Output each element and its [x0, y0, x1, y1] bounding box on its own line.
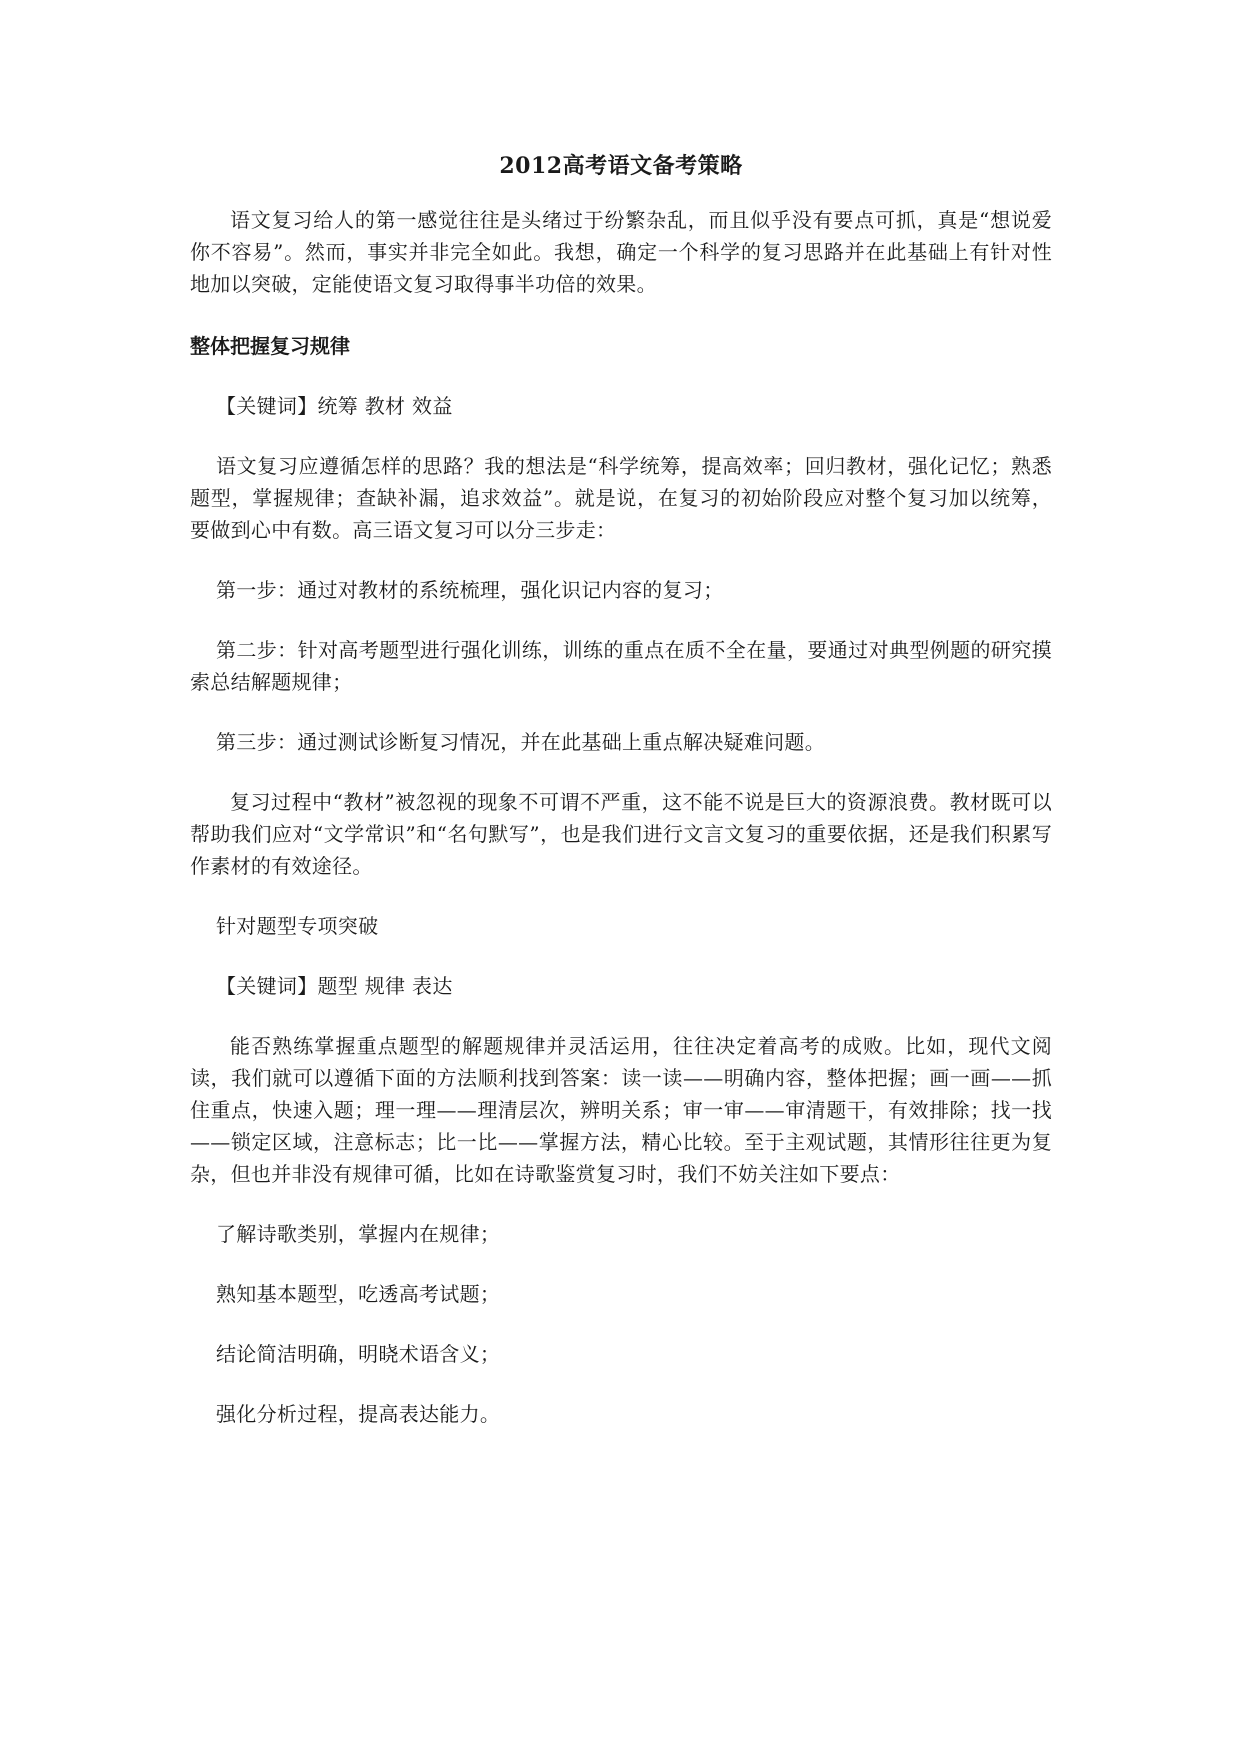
- spacer: [190, 942, 1052, 970]
- section1-keywords: 【关键词】统筹 教材 效益: [216, 394, 453, 418]
- section2-keywords: 【关键词】题型 规律 表达: [216, 974, 453, 998]
- section1-heading: 整体把握复习规律: [190, 334, 350, 358]
- poetry-point-2: 熟知基本题型，吃透高考试题；: [216, 1282, 501, 1306]
- spacer: [190, 422, 1052, 450]
- section1-step-3: 第三步：通过测试诊断复习情况，并在此基础上重点解决疑难问题。: [216, 730, 825, 754]
- spacer: [190, 300, 1052, 330]
- poetry-point-3: 结论简洁明确，明晓术语含义；: [216, 1342, 501, 1366]
- spacer: [190, 606, 1052, 634]
- document-title: 2012高考语文备考策略: [499, 153, 743, 179]
- spacer: [190, 882, 1052, 910]
- spacer: [190, 1310, 1052, 1338]
- spacer: [190, 1190, 1052, 1218]
- section2-heading: 针对题型专项突破: [216, 914, 379, 938]
- section1-step-1: 第一步：通过对教材的系统梳理，强化识记内容的复习；: [216, 578, 724, 602]
- document-page: [190, 150, 1052, 1430]
- section2-paragraph-1: 能否熟练掌握重点题型的解题规律并灵活运用，往往决定着高考的成败。比如，现代文阅读，我们就可以遵循下面的方法顺利找到答案：读一读——明确内容，整体把握；画一画——抓住重点，快速入题；理一理——理清层次，辨明关系；审一审——审清题干，有效排除；找一找——锁定区域，注意标志；比一比——掌握方法，精心比较。至于主观试题，其情形往往更为复杂，但也并非没有规律可循，比如在诗歌鉴赏复习时，我们不妨关注如下要点：: [190, 1034, 1052, 1186]
- section1-paragraph-2: 复习过程中“教材”被忽视的现象不可谓不严重，这不能不说是巨大的资源浪费。教材既可以帮助我们应对“文学常识”和“名句默写”，也是我们进行文言文复习的重要依据，还是我们积累写作素材的有效途径。: [190, 790, 1052, 878]
- spacer: [190, 546, 1052, 574]
- spacer: [190, 758, 1052, 786]
- spacer: [190, 1370, 1052, 1398]
- section1-step-2: 第二步：针对高考题型进行强化训练，训练的重点在质不全在量，要通过对典型例题的研究摸索总结解题规律；: [190, 638, 1052, 694]
- poetry-point-1: 了解诗歌类别，掌握内在规律；: [216, 1222, 501, 1246]
- spacer: [190, 1002, 1052, 1030]
- section1-paragraph-1: 语文复习应遵循怎样的思路？我的想法是“科学统筹，提高效率；回归教材，强化记忆；熟悉题型，掌握规律；查缺补漏，追求效益”。就是说，在复习的初始阶段应对整个复习加以统筹，要做到心中有数。高三语文复习可以分三步走：: [190, 454, 1052, 542]
- spacer: [190, 698, 1052, 726]
- poetry-point-4: 强化分析过程，提高表达能力。: [216, 1402, 501, 1426]
- spacer: [190, 362, 1052, 390]
- intro-paragraph: 语文复习给人的第一感觉往往是头绪过于纷繁杂乱，而且似乎没有要点可抓，真是“想说爱你不容易”。然而，事实并非完全如此。我想，确定一个科学的复习思路并在此基础上有针对性地加以突破，定能使语文复习取得事半功倍的效果。: [190, 208, 1052, 296]
- spacer: [190, 1250, 1052, 1278]
